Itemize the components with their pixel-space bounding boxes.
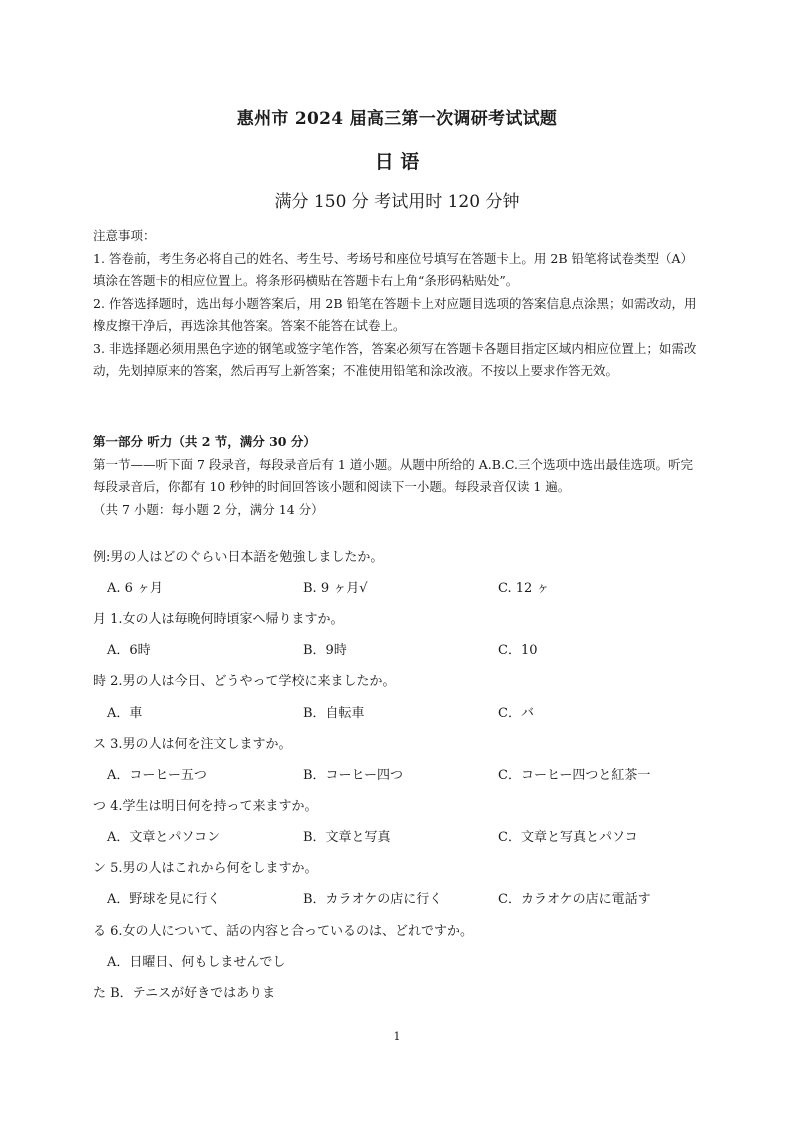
note-item: 2. 作答选择题时，选出每小题答案后，用 2B 铅笔在答题卡上对应题目选项的答案信息点涂黑；如需改动，用橡皮擦干净后，再选涂其他答案。答案不能答在试卷上。 <box>93 295 697 333</box>
option-a: A．コーヒー五つ <box>107 768 207 783</box>
option-a: A. 6 ヶ月 <box>107 581 164 596</box>
option-c: C. 12 ヶ <box>498 581 550 596</box>
score-line: 满分 150 分 考试用时 120 分钟 <box>274 192 520 212</box>
subject-title: 日 语 <box>374 151 420 173</box>
note-item: 1. 答卷前，考生务必将自己的姓名、考生号、考场号和座位号填写在答题卡上。用 2B 铅笔将试卷类型（A）填涂在答题卡的相应位置上。将条形码横贴在答题卡右上角“条形码粘贴处”。 <box>93 250 694 288</box>
page-number: 1 <box>393 1030 401 1043</box>
option-c: C．コーヒー四つと紅茶一 <box>498 768 651 783</box>
option-b: B．9時 <box>303 643 347 658</box>
exam-title: 惠州市 2024 届高三第一次调研考试试题 <box>236 109 558 129</box>
option-c: C．バ <box>498 706 534 721</box>
section1-instructions: 第一节——听下面 7 段录音，每段录音后有 1 道小题。从题中所给的 A.B.C.三个选项中选出最佳选项。听完每段录音后，你都有 10 秒钟的时间回答该小题和阅读下一小题。每段录音仅读 1 遍。 <box>93 456 694 494</box>
question-line: 時 2.男の人は今日、どうやって学校に来ましたか。 <box>93 674 396 689</box>
question-line: る 6.女の人について、話の内容と合っているのは、どれですか。 <box>93 924 474 939</box>
note-item: 3. 非选择题必须用黑色字迹的钢笔或签字笔作答，答案必须写在答题卡各题目指定区域内相应位置上；如需改动，先划掉原来的答案，然后再写上新答案；不准使用铅笔和涂改液。不按以上要求作答无效。 <box>93 340 697 378</box>
question-line: 例:男の人はどのぐらい日本語を勉強しましたか。 <box>93 550 384 565</box>
notes-heading: 注意事项： <box>93 228 156 243</box>
section1-scoring: （共 7 小题：每小题 2 分，满分 14 分） <box>93 501 324 517</box>
question-line: ン 5.男の人はこれから何をしますか。 <box>93 861 318 876</box>
option-a: A．野球を見に行く <box>107 892 221 907</box>
notes-section <box>93 225 705 383</box>
option-b: た B．テニスが好きではありま <box>93 986 276 1001</box>
option-b: B．文章と写真 <box>303 830 391 845</box>
option-c: C．10 <box>498 643 538 658</box>
option-a: A．6時 <box>107 643 151 658</box>
option-b: B．コーヒー四つ <box>303 768 404 783</box>
question-line: 月 1.女の人は毎晩何時頃家へ帰りますか。 <box>93 612 344 627</box>
option-c: C．文章と写真とパソコ <box>498 830 638 845</box>
option-b: B. 9 ヶ月√ <box>303 581 368 596</box>
question-line: つ 4.学生は明日何を持って来ますか。 <box>93 799 318 814</box>
part1-heading: 第一部分 听力（共 2 节，满分 30 分） <box>93 434 316 449</box>
option-a: A．日曜日、何もしませんでし <box>107 955 286 970</box>
option-a: A．文章とパソコン <box>107 830 221 845</box>
part1-section <box>93 431 705 521</box>
option-b: B．カラオケの店に行く <box>303 892 443 907</box>
option-c: C．カラオケの店に電話す <box>498 892 651 907</box>
option-a: A．車 <box>107 706 143 721</box>
option-b: B．自転車 <box>303 706 365 721</box>
question-line: ス 3.男の人は何を注文しますか。 <box>93 737 292 752</box>
